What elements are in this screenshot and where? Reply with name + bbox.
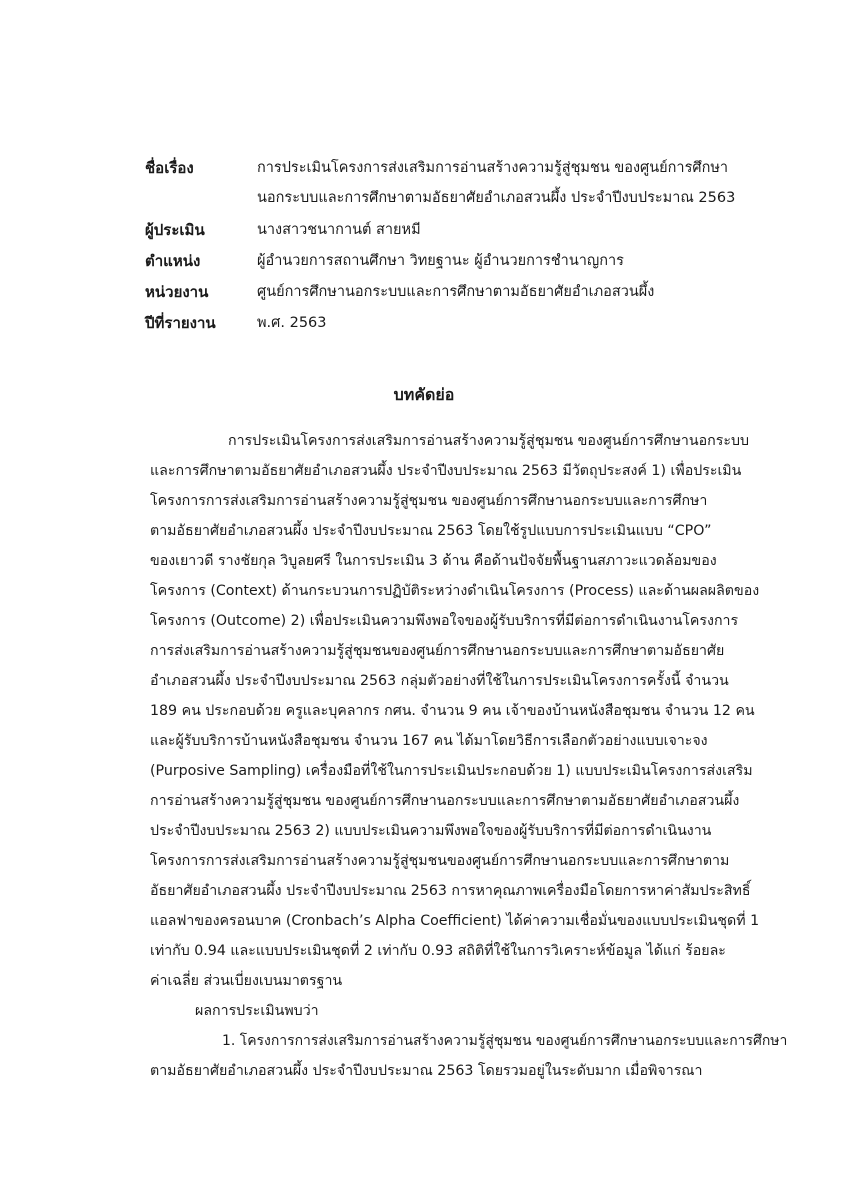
meta-row-position xyxy=(145,246,785,276)
meta-row-title xyxy=(145,153,785,183)
body-line: แอลฟาของครอนบาค (Cronbach’s Alpha Coefficient) ได้ค่าความเชื่อมั่นของแบบประเมินชุดที่ 1 xyxy=(150,913,760,929)
results-heading: ผลการประเมินพบว่า xyxy=(195,1003,319,1019)
meta-value: ผู้อำนวยการสถานศึกษา วิทยฐานะ ผู้อำนวยการชำนาญการ xyxy=(257,253,624,269)
body-line: (Purposive Sampling) เครื่องมือที่ใช้ในการประเมินประกอบด้วย 1) แบบประเมินโครงการส่งเสริม xyxy=(150,763,753,779)
body-line: การส่งเสริมการอ่านสร้างความรู้สู่ชุมชนของศูนย์การศึกษานอกระบบและการศึกษาตามอัธยาศัย xyxy=(150,643,725,659)
meta-label: ผู้ประเมิน xyxy=(145,221,205,239)
body-line: ของเยาวดี รางชัยกุล วิบูลยศรี ในการประเมิน 3 ด้าน คือด้านปัจจัยพื้นฐานสภาวะแวดล้อมของ xyxy=(150,553,717,569)
body-line: 189 คน ประกอบด้วย ครูและบุคลากร กศน. จำนวน 9 คน เจ้าของบ้านหนังสือชุมชน จำนวน 12 คน xyxy=(150,703,755,719)
body-line: ตามอัธยาศัยอำเภอสวนผึ้ง ประจำปีงบประมาณ 2563 โดยรวมอยู่ในระดับมาก เมื่อพิจารณา xyxy=(150,1063,703,1079)
body-line: เท่ากับ 0.94 และแบบประเมินชุดที่ 2 เท่ากับ 0.93 สถิติที่ใช้ในการวิเคราะห์ข้อมูล ได้แก่ ร้อยละ xyxy=(150,943,726,959)
body-line: โครงการการส่งเสริมการอ่านสร้างความรู้สู่ชุมชนของศูนย์การศึกษานอกระบบและการศึกษาตาม xyxy=(150,853,730,869)
body-line: และผู้รับบริการบ้านหนังสือชุมชน จำนวน 167 คน ได้มาโดยวิธีการเลือกตัวอย่างแบบเจาะจง xyxy=(150,733,708,749)
body-line: ประจำปีงบประมาณ 2563 2) แบบประเมินความพึงพอใจของผู้รับบริการที่มีต่อการดำเนินงาน xyxy=(150,823,712,839)
meta-row-agency xyxy=(145,277,785,307)
meta-value: ศูนย์การศึกษานอกระบบและการศึกษาตามอัธยาศัยอำเภอสวนผึ้ง xyxy=(257,284,655,300)
abstract-title: บทคัดย่อ xyxy=(393,385,455,404)
meta-label: ชื่อเรื่อง xyxy=(145,159,194,177)
meta-row-evaluator xyxy=(145,215,785,245)
meta-label: ปีที่รายงาน xyxy=(145,314,216,332)
body-line: การประเมินโครงการส่งเสริมการอ่านสร้างความรู้สู่ชุมชน ของศูนย์การศึกษานอกระบบ xyxy=(228,433,749,449)
meta-value: นางสาวชนากานต์ สายหมี xyxy=(257,222,421,238)
body-line: การอ่านสร้างความรู้สู่ชุมชน ของศูนย์การศึกษานอกระบบและการศึกษาตามอัธยาศัยอำเภอสวนผึ้ง xyxy=(150,793,740,809)
meta-label: หน่วยงาน xyxy=(145,283,209,301)
meta-value: นอกระบบและการศึกษาตามอัธยาศัยอำเภอสวนผึ้ง ประจำปีงบประมาณ 2563 xyxy=(257,190,736,206)
body-line: ค่าเฉลี่ย ส่วนเบี่ยงเบนมาตรฐาน xyxy=(150,973,343,989)
meta-label: ตำแหน่ง xyxy=(145,252,201,270)
meta-value: การประเมินโครงการส่งเสริมการอ่านสร้างความรู้สู่ชุมชน ของศูนย์การศึกษา xyxy=(257,160,729,176)
body-line: 1. โครงการการส่งเสริมการอ่านสร้างความรู้สู่ชุมชน ของศูนย์การศึกษานอกระบบและการศึกษา xyxy=(222,1033,788,1049)
meta-value: พ.ศ. 2563 xyxy=(257,315,327,331)
body-line: โครงการการส่งเสริมการอ่านสร้างความรู้สู่ชุมชน ของศูนย์การศึกษานอกระบบและการศึกษา xyxy=(150,493,708,509)
meta-row-title-cont xyxy=(145,183,785,213)
body-line: อัธยาศัยอำเภอสวนผึ้ง ประจำปีงบประมาณ 2563 การหาคุณภาพเครื่องมือโดยการหาค่าสัมประสิทธิ์ xyxy=(150,883,751,899)
body-line: โครงการ (Context) ด้านกระบวนการปฏิบัติระหว่างดำเนินโครงการ (Process) และด้านผลผลิตของ xyxy=(150,583,760,599)
meta-row-year xyxy=(145,308,785,338)
body-line: ตามอัธยาศัยอำเภอสวนผึ้ง ประจำปีงบประมาณ 2563 โดยใช้รูปแบบการประเมินแบบ “CPO” xyxy=(150,523,712,539)
body-line: และการศึกษาตามอัธยาศัยอำเภอสวนผึ้ง ประจำปีงบประมาณ 2563 มีวัตถุประสงค์ 1) เพื่อประเมิน xyxy=(150,463,742,479)
body-line: โครงการ (Outcome) 2) เพื่อประเมินความพึงพอใจของผู้รับบริการที่มีต่อการดำเนินงานโครงการ xyxy=(150,613,739,629)
body-line: อำเภอสวนผึ้ง ประจำปีงบประมาณ 2563 กลุ่มตัวอย่างที่ใช้ในการประเมินโครงการครั้งนี้ จำนวน xyxy=(150,673,729,689)
